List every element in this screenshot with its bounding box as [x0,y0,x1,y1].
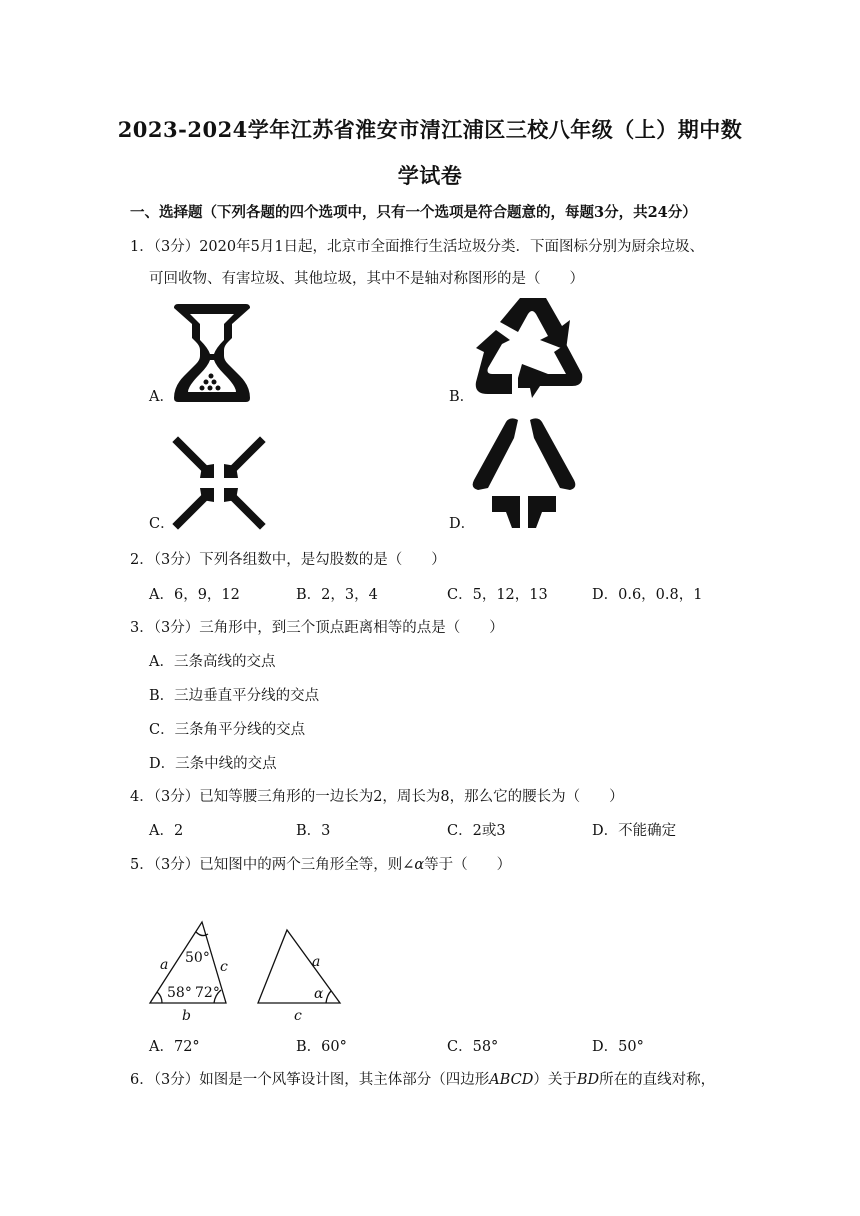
q4-option-d: D．不能确定 [592,823,677,839]
q5-triangles-figure [140,918,360,1026]
t2-angle-alpha: α [314,986,324,1002]
q1-stem-line2: 可回收物、有害垃圾、其他垃圾，其中不是轴对称图形的是（ ） [149,271,584,287]
q4-option-a: A．2 [149,823,184,839]
q5-option-d: D．50° [592,1039,644,1055]
q2-option-d: D．0.6，0.8，1 [592,587,703,603]
q1-option-b-label: B． [449,389,475,405]
t1-side-a: a [160,957,169,973]
q3-option-a: A．三条高线的交点 [149,654,276,670]
q5-option-b: B．60° [296,1039,347,1055]
q3-stem: 3．（3分）三角形中，到三个顶点距离相等的点是（ ） [130,620,504,636]
hazard-arrows-icon [172,436,266,530]
q2-stem: 2．（3分）下列各组数中，是勾股数的是（ ） [130,552,446,568]
t1-angle-right: 72° [195,985,220,1001]
hourglass-icon [170,302,254,404]
q2-option-c: C．5，12，13 [447,587,548,603]
q6-stem-part1: 6．（3分）如图是一个风筝设计图，其主体部分（四边形 [130,1072,490,1088]
q3-option-d: D．三条中线的交点 [149,756,277,772]
t1-angle-top: 50° [185,950,210,966]
q3-option-c: C．三条角平分线的交点 [149,722,306,738]
q5-stem [130,855,511,875]
q1-option-a-label: A． [149,389,174,405]
t1-angle-left: 58° [167,985,192,1001]
q5-stem-suffix: 等于（ ） [424,857,512,873]
q5-stem-alpha: α [414,857,425,873]
section-heading: 一、选择题（下列各题的四个选项中，只有一个选项是符合题意的，每题3分，共24分） [130,204,697,221]
q6-stem-part3: 所在的直线对称， [599,1072,716,1088]
q6-var-abcd: ABCD [489,1072,534,1088]
q6-stem [130,1070,715,1090]
q4-stem: 4．（3分）已知等腰三角形的一边长为2，周长为8，那么它的腰长为（ ） [130,789,624,805]
q2-option-a: A．6，9，12 [149,587,240,603]
q6-stem-part2: ）关于 [533,1072,577,1088]
q6-var-bd: BD [576,1072,600,1088]
q2-option-b: B．2，3，4 [296,587,378,603]
t1-side-c: c [220,959,228,975]
q5-option-a: A．72° [149,1039,200,1055]
recycle-icon [470,294,586,400]
other-waste-icon [470,416,578,530]
q4-option-c: C．2或3 [447,823,506,839]
t2-side-c: c [294,1008,302,1024]
page-title-line1: 2023-2024学年江苏省淮安市清江浦区三校八年级（上）期中数 [117,117,743,142]
t2-side-a: a [312,954,321,970]
q3-option-b: B．三边垂直平分线的交点 [149,688,320,704]
triangle-two [258,930,340,1003]
q1-stem-line1: 1．（3分）2020年5月1日起，北京市全面推行生活垃圾分类．下面图标分别为厨余垃圾、 [130,239,705,255]
q4-option-b: B．3 [296,823,331,839]
q1-option-c-label: C． [149,516,175,532]
page-title-line2: 学试卷 [397,163,463,188]
t1-side-b: b [182,1008,191,1024]
q1-option-d-label: D． [449,516,476,532]
q5-option-c: C．58° [447,1039,499,1055]
q5-stem-prefix: 5．（3分）已知图中的两个三角形全等，则∠ [130,857,415,873]
